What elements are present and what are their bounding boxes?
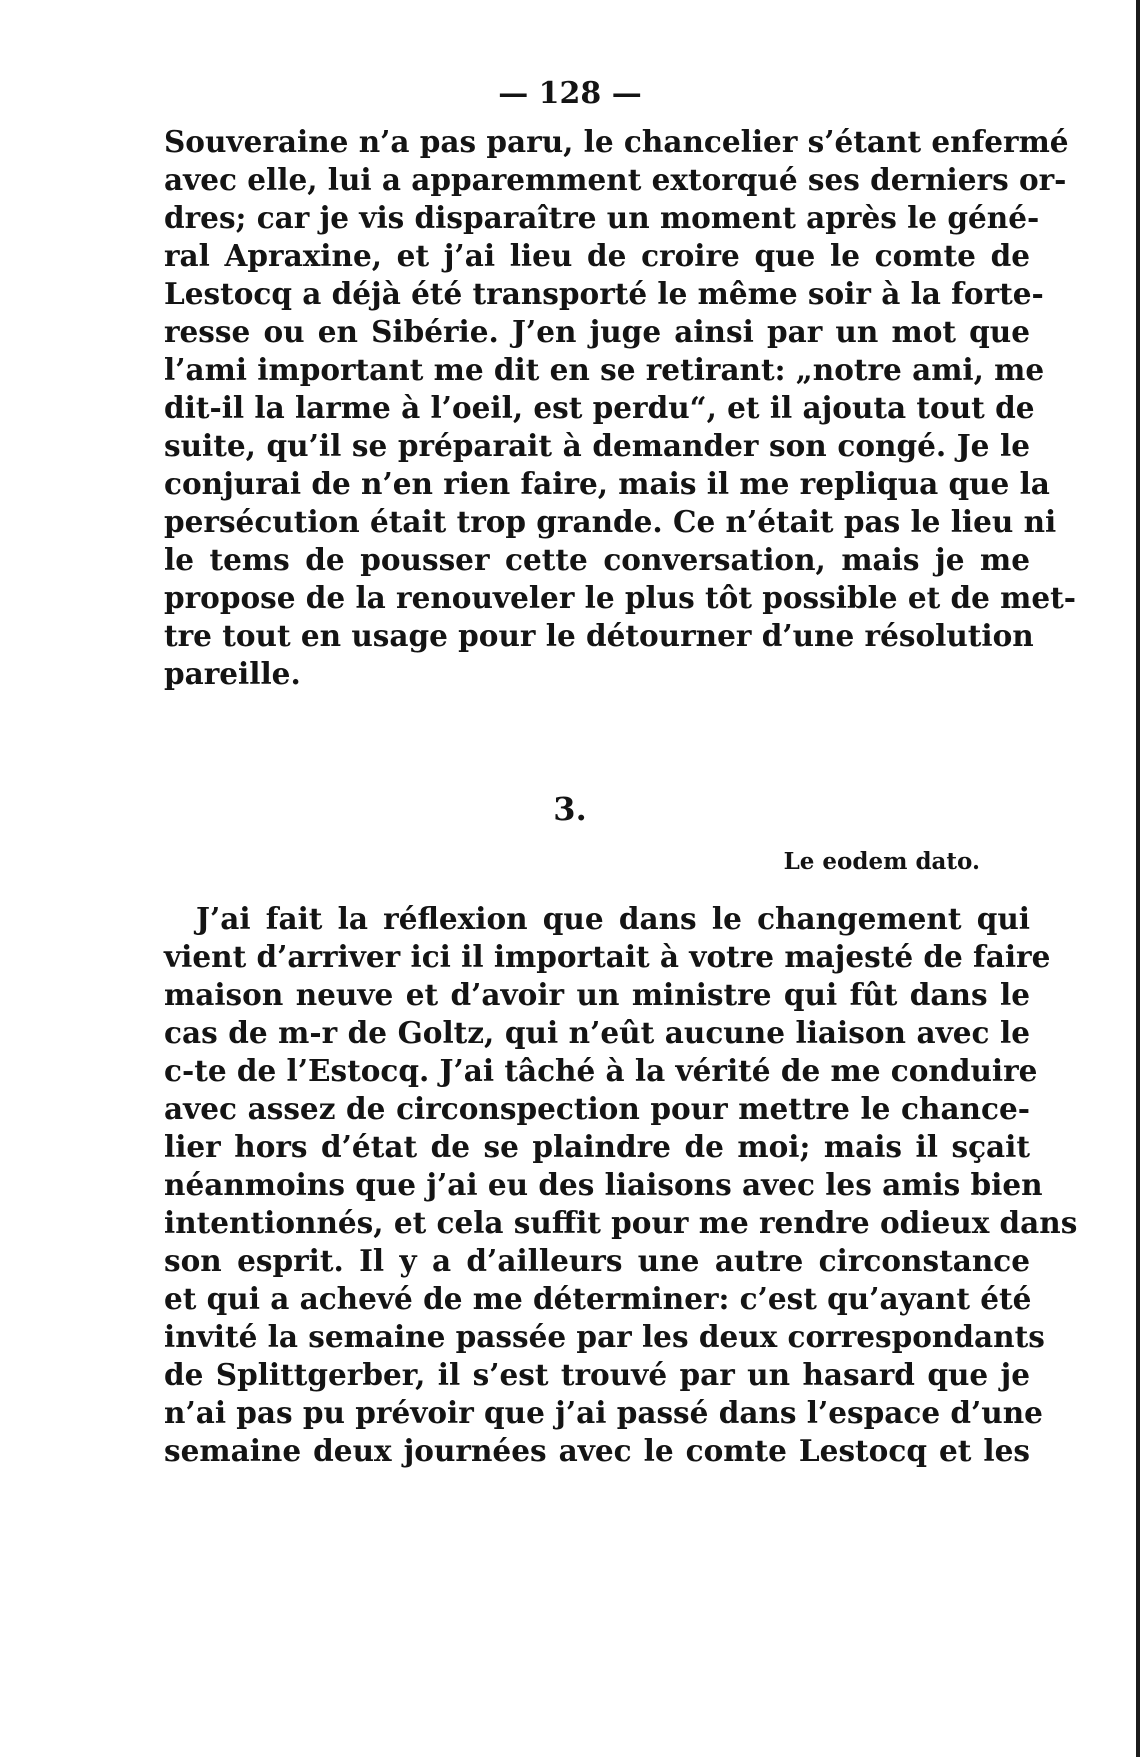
text-line: semaine deux journées avec le comte Lestocq et les (164, 1433, 1030, 1468)
text-line: Lestocq a déjà été transporté le même soir à la forte- (164, 276, 1044, 311)
text-line: propose de la renouveler le plus tôt possible et de met- (164, 580, 1077, 615)
text-line: lier hors d’état de se plaindre de moi; mais il sçait (164, 1129, 1030, 1164)
text-line: J’ai fait la réflexion que dans le changement qui (196, 901, 1030, 936)
text-line: son esprit. Il y a d’ailleurs une autre circonstance (164, 1243, 1030, 1278)
text-line: de Splittgerber, il s’est trouvé par un hasard que je (164, 1357, 1030, 1392)
text-line: resse ou en Sibérie. J’en juge ainsi par un mot que (164, 314, 1030, 349)
text-line: avec elle, lui a apparemment extorqué ses derniers or- (164, 162, 1067, 197)
page-number: — 128 — (498, 76, 642, 111)
text-line: cas de m-r de Goltz, qui n’eût aucune liaison avec le (164, 1015, 1030, 1050)
text-line: et qui a achevé de me déterminer: c’est qu’ayant été (164, 1281, 1032, 1316)
text-line: vient d’arriver ici il importait à votre majesté de faire (164, 939, 1051, 974)
text-line: invité la semaine passée par les deux correspondants (164, 1319, 1045, 1354)
page-edge-shadow (1136, 0, 1140, 1757)
text-line: persécution était trop grande. Ce n’était pas le lieu ni (164, 504, 1057, 539)
text-line: Souveraine n’a pas paru, le chancelier s’étant enfermé (164, 124, 1069, 159)
text-line: n’ai pas pu prévoir que j’ai passé dans l’espace d’une (164, 1395, 1043, 1430)
text-line: dit-il la larme à l’oeil, est perdu“, et il ajouta tout de (164, 390, 1035, 425)
text-line: dres; car je vis disparaître un moment après le géné- (164, 200, 1040, 235)
text-line: néanmoins que j’ai eu des liaisons avec les amis bien (164, 1167, 1043, 1202)
text-line: l’ami important me dit en se retirant: „notre ami, me (164, 352, 1045, 387)
text-line: suite, qu’il se préparait à demander son congé. Je le (164, 428, 1030, 463)
text-line: ral Apraxine, et j’ai lieu de croire que le comte de (164, 238, 1030, 273)
text-line: le tems de pousser cette conversation, mais je me (164, 542, 1030, 577)
text-line: intentionnés, et cela suffit pour me rendre odieux dans (164, 1205, 1078, 1240)
text-line: maison neuve et d’avoir un ministre qui fût dans le (164, 977, 1030, 1012)
dateline: Le eodem dato. (783, 848, 980, 875)
section-number: 3. (553, 790, 587, 828)
text-line: c-te de l’Estocq. J’ai tâché à la vérité de me conduire (164, 1053, 1038, 1088)
text-line: avec assez de circonspection pour mettre le chance- (164, 1091, 1030, 1126)
text-line: pareille. (164, 656, 301, 691)
text-line: tre tout en usage pour le détourner d’une résolution (164, 618, 1034, 653)
text-line: conjurai de n’en rien faire, mais il me repliqua que la (164, 466, 1050, 501)
